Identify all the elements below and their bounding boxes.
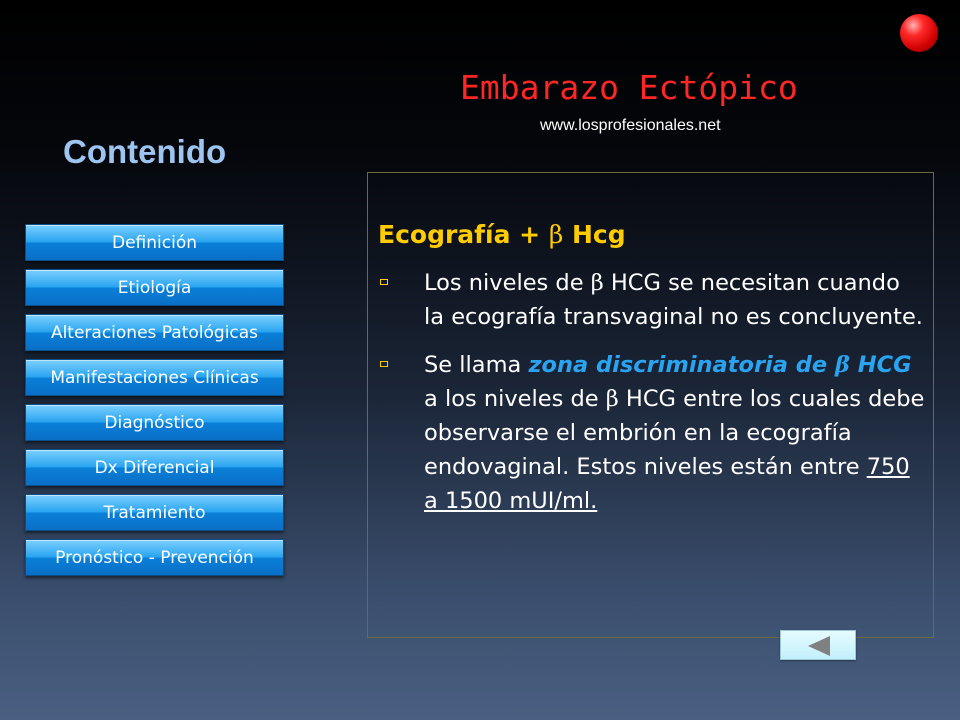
nav-button-alteraciones-patologicas[interactable]: Alteraciones Patológicas [25,314,284,351]
page-title: Embarazo Ectópico [460,68,798,107]
back-arrow-icon [808,636,830,656]
nav-button-tratamiento[interactable]: Tratamiento [25,494,284,531]
underlined-range: 750 a 1500 mUI/ml. [424,454,910,514]
nav-button-pronostico-prevencion[interactable]: Pronóstico - Prevención [25,539,284,576]
red-circle-icon[interactable] [900,14,938,52]
bullet-list [378,266,926,518]
nav-button-dx-diferencial[interactable]: Dx Diferencial [25,449,284,486]
nav-button-etiologia[interactable]: Etiología [25,269,284,306]
back-button[interactable] [780,630,856,660]
nav-button-definicion[interactable]: Definición [25,224,284,261]
bullet-item: Los niveles de β HCG se necesitan cuando la ecografía transvaginal no es concluyente. [378,266,926,334]
nav-button-diagnostico[interactable]: Diagnóstico [25,404,284,441]
square-bullet-icon [380,279,388,285]
content-heading: Ecografía + β Hcg [378,220,626,249]
bullet-item: Se llama zona discriminatoria de β HCG a los niveles de β HCG entre los cuales debe observarse el embrión en la ecografía endovaginal. Estos niveles están entre 750 a 1500 mUI/ml. [378,348,926,518]
website-url: www.losprofesionales.net [540,117,721,134]
square-bullet-icon [380,361,388,367]
contenido-label: Contenido [63,133,227,170]
emphasis-term: zona discriminatoria de β HCG [528,352,912,378]
nav-button-manifestaciones-clinicas[interactable]: Manifestaciones Clínicas [25,359,284,396]
